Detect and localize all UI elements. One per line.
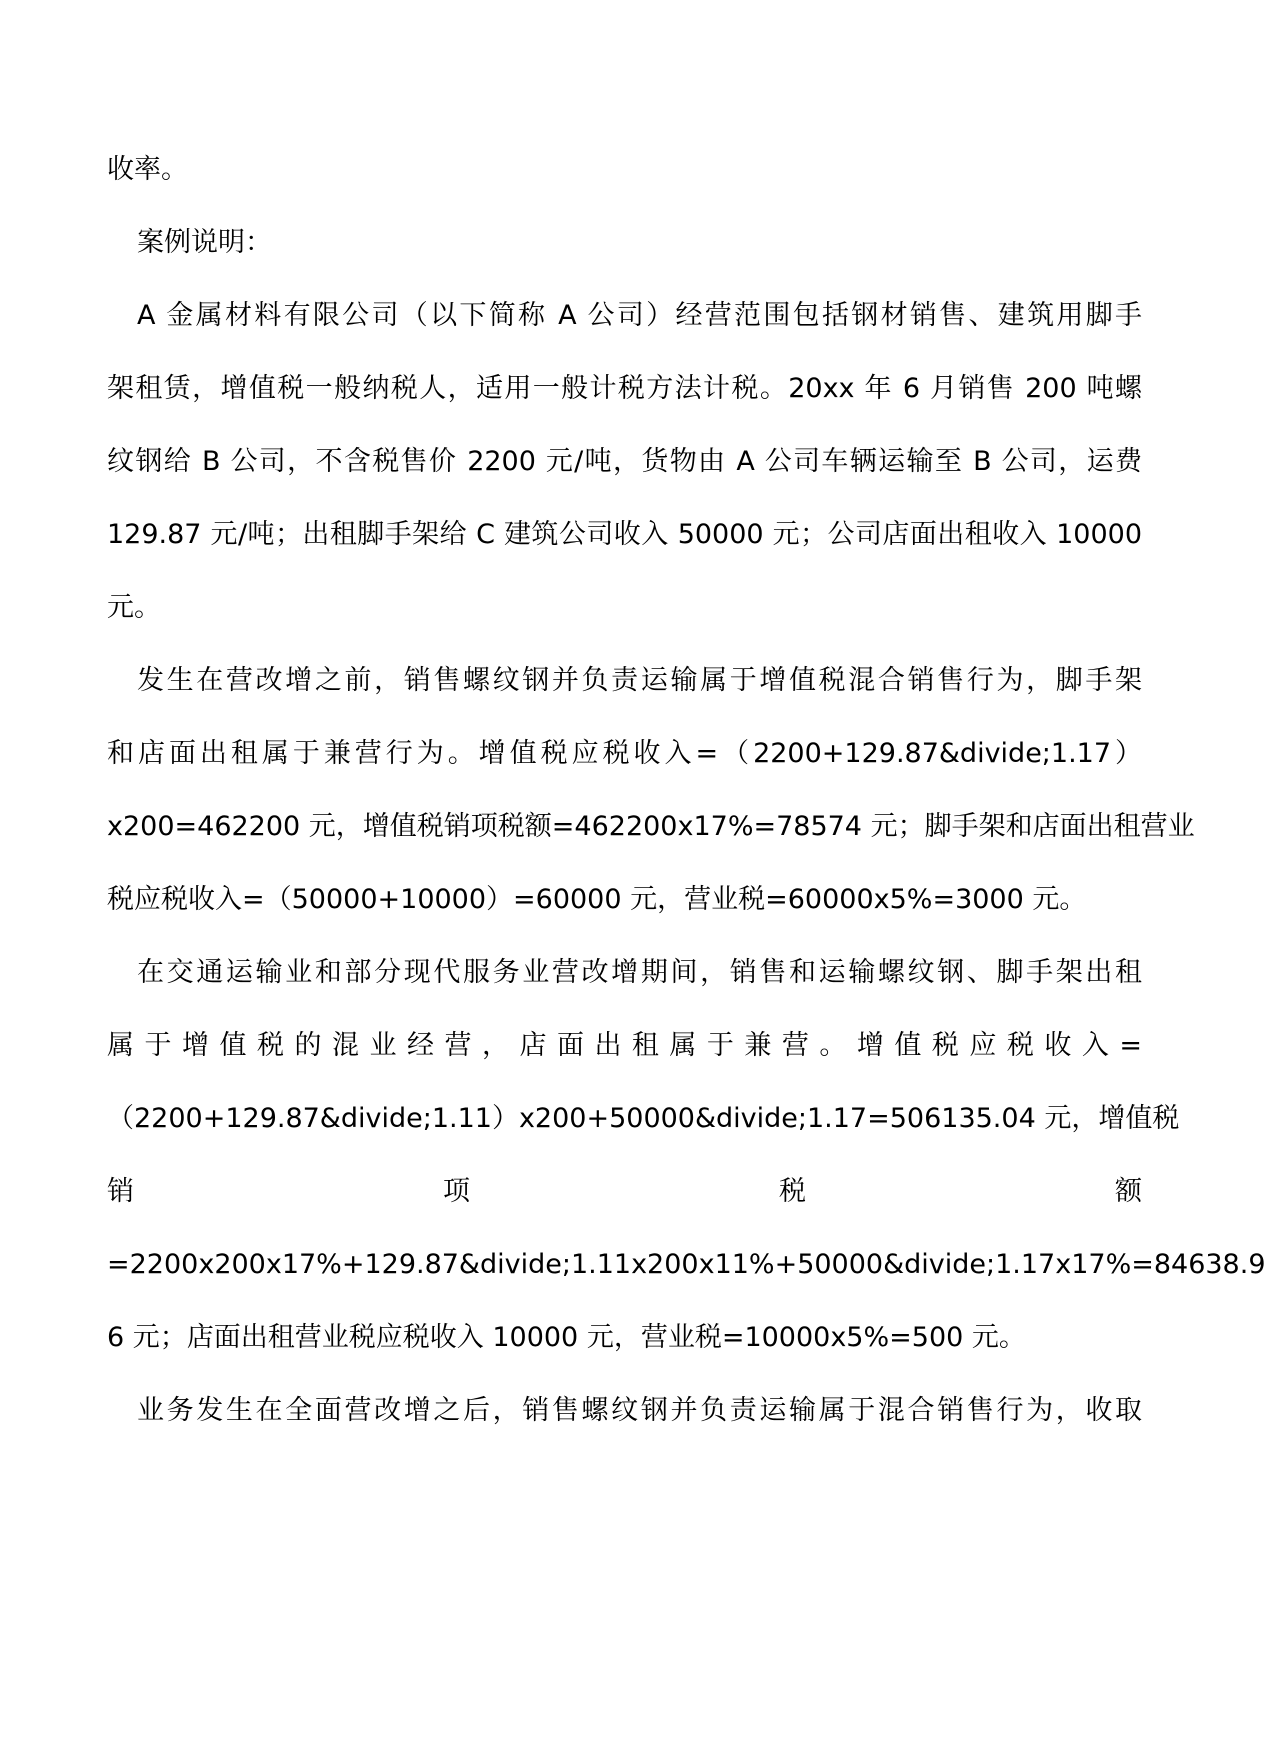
text-line: 6 元；店面出租营业税应税收入 10000 元，营业税=10000x5%=500 元。 (107, 1322, 1026, 1353)
text-line: 元。 (107, 592, 161, 623)
text-line: 纹钢给 B 公司，不含税售价 2200 元/吨，货物由 A 公司车辆运输至 B 公司，运费 (107, 446, 1142, 477)
spread-word: 税 (779, 1176, 806, 1207)
text-line: x200=462200 元，增值税销项税额=462200x17%=78574 元；脚手架和店面出租营业 (107, 811, 1195, 842)
text-line: 在交通运输业和部分现代服务业营改增期间，销售和运输螺纹钢、脚手架出租 (137, 957, 1142, 988)
spread-text-line (107, 1172, 1142, 1212)
text-line: 和店面出租属于兼营行为。增值税应税收入=（2200+129.87&divide;1.17） (107, 738, 1142, 769)
text-line: =2200x200x17%+129.87&divide;1.11x200x11%+50000&divide;1.17x17%=84638.9 (107, 1249, 1266, 1280)
text-line: 发生在营改增之前，销售螺纹钢并负责运输属于增值税混合销售行为，脚手架 (137, 665, 1142, 696)
section-heading: 案例说明： (137, 227, 272, 258)
text-line: 税应税收入=（50000+10000）=60000 元，营业税=60000x5%=3000 元。 (107, 884, 1087, 915)
text-line: （2200+129.87&divide;1.11）x200+50000&divide;1.17=506135.04 元，增值税 (107, 1103, 1180, 1134)
text-line: 属于增值税的混业经营，店面出租属于兼营。增值税应税收入= (107, 1030, 1142, 1061)
text-line: A 金属材料有限公司（以下简称 A 公司）经营范围包括钢材销售、建筑用脚手 (137, 300, 1142, 331)
text-line: 业务发生在全面营改增之后，销售螺纹钢并负责运输属于混合销售行为，收取 (137, 1395, 1142, 1426)
text-line: 收率。 (107, 154, 188, 185)
spread-word: 销 (107, 1176, 134, 1207)
spread-word: 项 (443, 1176, 470, 1207)
text-line: 129.87 元/吨；出租脚手架给 C 建筑公司收入 50000 元；公司店面出租收入 10000 (107, 519, 1142, 550)
text-line: 架租赁，增值税一般纳税人，适用一般计税方法计税。20xx 年 6 月销售 200 吨螺 (107, 373, 1142, 404)
spread-word: 额 (1115, 1176, 1142, 1207)
